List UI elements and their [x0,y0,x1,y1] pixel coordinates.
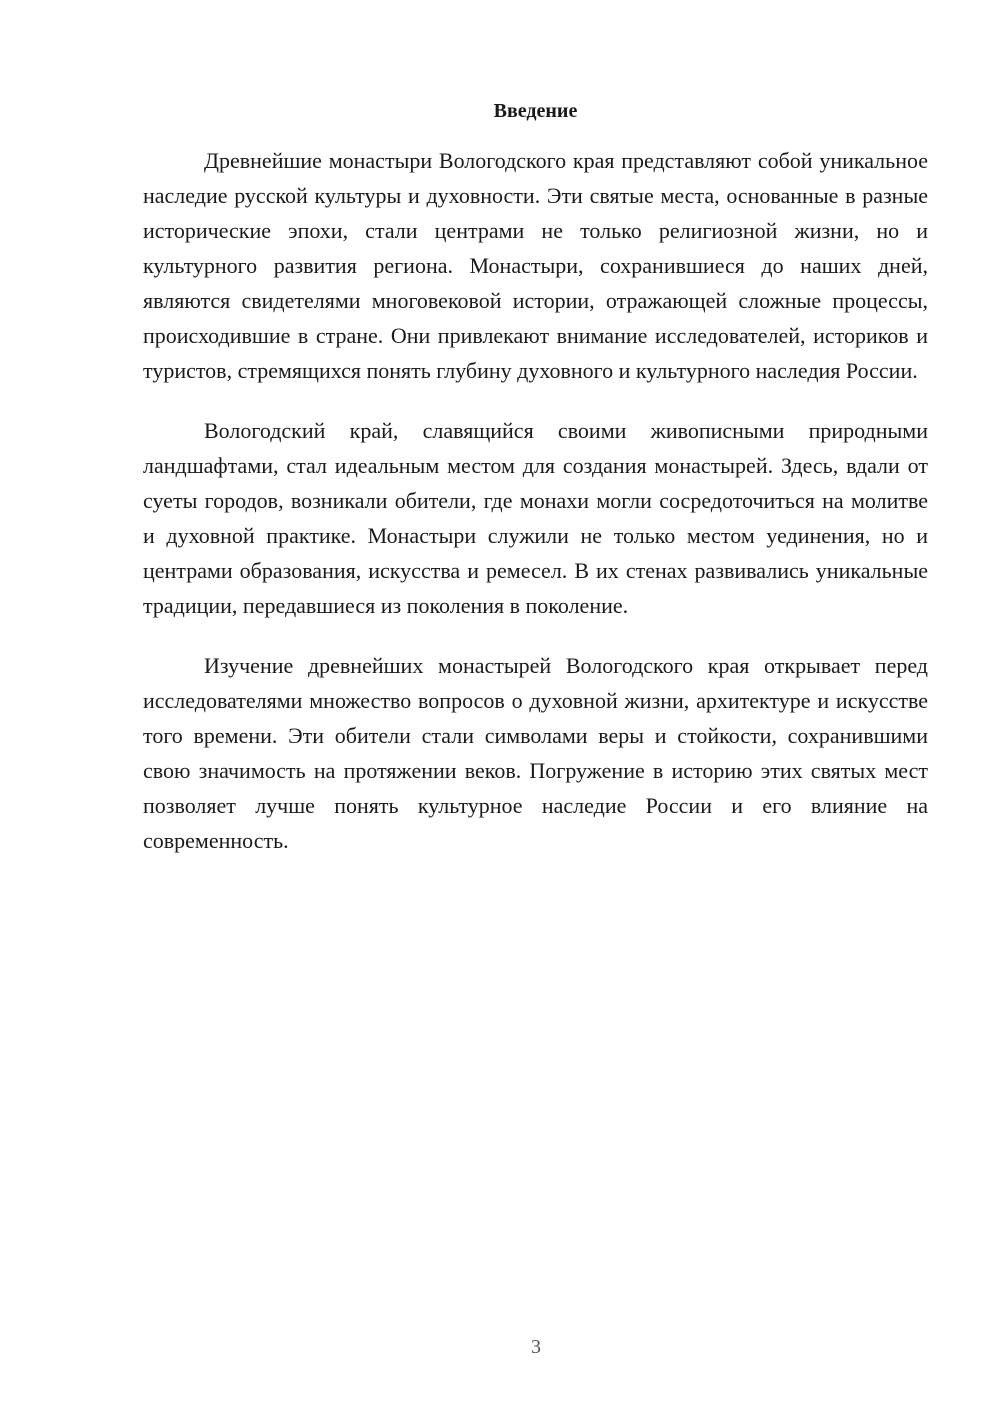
paragraph: Изучение древнейших монастырей Вологодского края открывает перед исследователями множество вопросов о духовной жизни, архитектуре и искусстве того времени. Эти обители стали символами веры и стойкости, сохранившими свою значимость на протяжении веков. Погружение в историю этих святых мест позволяет лучше понять культурное наследие России и его влияние на современность. [143,653,928,853]
body-text [143,143,928,883]
page-title: Введение [493,100,578,122]
page-number: 3 [531,1336,541,1358]
paragraph: Вологодский край, славящийся своими живописными природными ландшафтами, стал идеальным местом для создания монастырей. Здесь, вдали от суеты городов, возникали обители, где монахи могли сосредоточиться на молитве и духовной практике. Монастыри служили не только местом уединения, но и центрами образования, искусства и ремесел. В их стенах развивались уникальные традиции, передавшиеся из поколения в поколение. [143,418,928,618]
paragraph: Древнейшие монастыри Вологодского края представляют собой уникальное наследие русской культуры и духовности. Эти святые места, основанные в разные исторические эпохи, стали центрами не только религиозной жизни, но и культурного развития региона. Монастыри, сохранившиеся до наших дней, являются свидетелями многовековой истории, отражающей сложные процессы, происходившие в стране. Они привлекают внимание исследователей, историков и туристов, стремящихся понять глубину духовного и культурного наследия России. [143,148,928,383]
